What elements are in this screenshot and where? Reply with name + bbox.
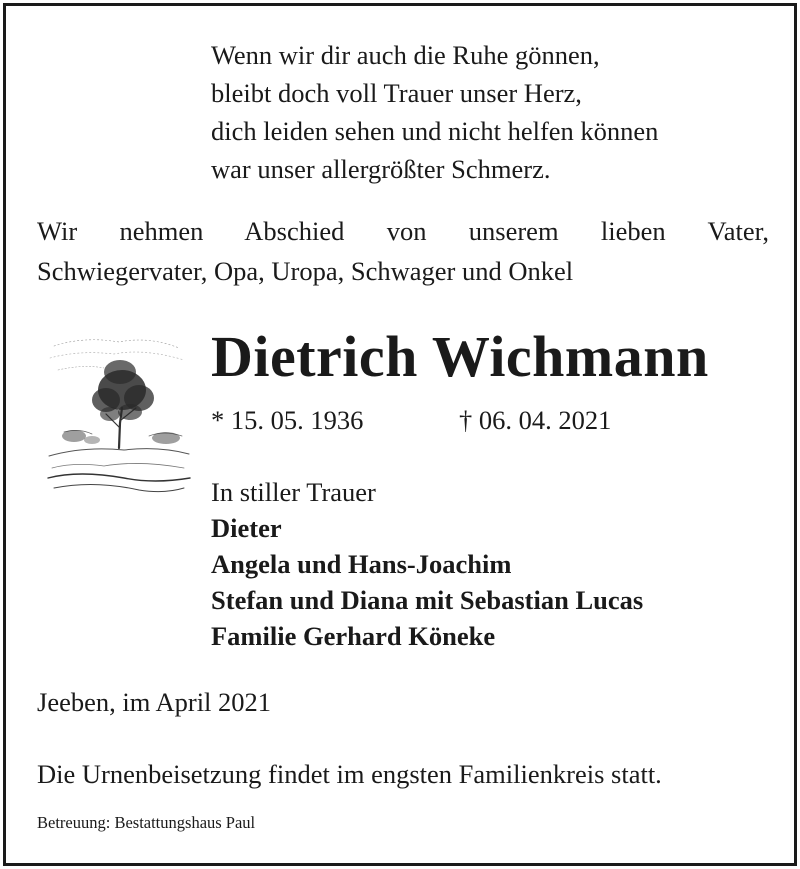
tree-landscape-icon — [44, 328, 194, 496]
deceased-name: Dietrich Wichmann — [211, 324, 709, 389]
poem-line: bleibt doch voll Trauer unser Herz, — [211, 78, 582, 108]
poem-line: war unser allergrößter Schmerz. — [211, 154, 551, 184]
mourner-name: Familie Gerhard Köneke — [211, 621, 496, 651]
mourning-intro: In stiller Trauer — [211, 477, 376, 507]
poem — [211, 36, 658, 188]
obituary-card — [3, 3, 797, 866]
poem-line: Wenn wir dir auch die Ruhe gönnen, — [211, 40, 600, 70]
funeral-home-credit: Betreuung: Bestattungshaus Paul — [37, 813, 256, 832]
mourner-name: Dieter — [211, 513, 282, 543]
farewell-line: Schwiegervater, Opa, Uropa, Schwager und Onkel — [37, 256, 574, 286]
farewell-text — [37, 211, 769, 291]
mourners-list — [211, 474, 643, 654]
place-date: Jeeben, im April 2021 — [37, 687, 272, 717]
birth-date: * 15. 05. 1936 — [211, 405, 364, 435]
mourner-name: Angela und Hans-Joachim — [211, 549, 512, 579]
mourner-name: Stefan und Diana mit Sebastian Lucas — [211, 585, 644, 615]
life-dates — [211, 402, 612, 438]
farewell-line: Wir nehmen Abschied von unserem lieben Vater, — [37, 216, 769, 246]
burial-notice: Die Urnenbeisetzung findet im engsten Familienkreis statt. — [37, 759, 662, 789]
death-date: † 06. 04. 2021 — [459, 405, 612, 435]
poem-line: dich leiden sehen und nicht helfen können — [211, 116, 659, 146]
